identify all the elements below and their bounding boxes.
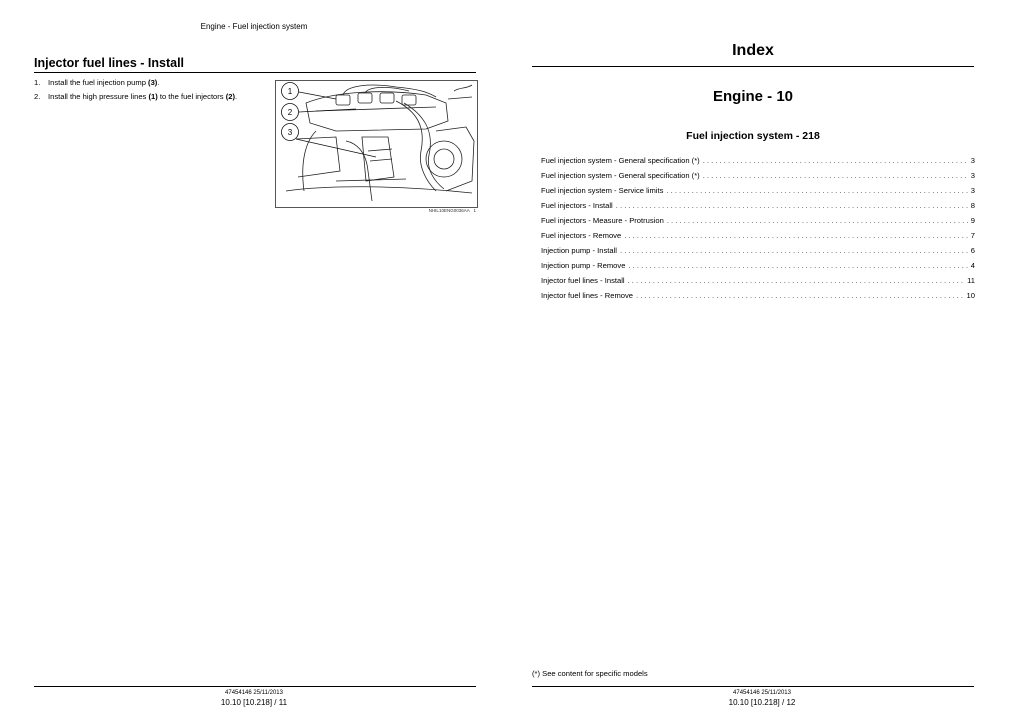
dot-leader: [616, 201, 968, 210]
step-text: Install the high pressure lines (1) to the fuel injectors (2).: [48, 92, 238, 102]
footer-divider: [34, 686, 476, 687]
footer-code: 47454146 25/11/2013: [733, 690, 791, 696]
step-item: [34, 78, 262, 87]
step-text: Install the fuel injection pump (3).: [48, 78, 160, 87]
figure-caption: [380, 208, 476, 213]
dot-leader: [628, 276, 965, 285]
callout-3: 3: [287, 128, 293, 137]
dot-leader: [703, 171, 968, 180]
step-number: 1.: [34, 78, 41, 87]
entry-page: 7: [970, 231, 975, 240]
entry-label: Fuel injectors - Remove: [541, 231, 622, 240]
step-list: [34, 78, 262, 107]
entry-label: Injection pump - Install: [541, 246, 617, 255]
entry-page: 6: [970, 246, 975, 255]
figure-number: 1: [473, 208, 476, 213]
index-entry[interactable]: [541, 231, 975, 246]
callout-ref: (2): [225, 92, 235, 102]
dot-leader: [620, 246, 968, 255]
entry-label: Fuel injection system - General specification (*): [541, 171, 700, 180]
entry-page: 4: [970, 261, 975, 270]
dot-leader: [628, 261, 967, 270]
entry-label: Fuel injectors - Install: [541, 201, 613, 210]
running-header: Engine - Fuel injection system: [200, 22, 308, 31]
right-page: [508, 0, 1016, 725]
entry-page: 8: [970, 201, 975, 210]
entry-page: 3: [970, 186, 975, 195]
callout-ref: (1): [148, 92, 158, 102]
index-title: Index: [532, 42, 974, 67]
index-entry[interactable]: [541, 261, 975, 276]
index-entry[interactable]: [541, 246, 975, 261]
dot-leader: [667, 216, 968, 225]
index-entry[interactable]: [541, 276, 975, 291]
footer-page-number: 10.10 [10.218] / 12: [728, 698, 796, 707]
figure-code: NHIL10ENG0036AA: [428, 208, 470, 213]
footnote: (*) See content for specific models: [532, 669, 648, 678]
index-entry[interactable]: [541, 201, 975, 216]
step-number: 2.: [34, 92, 41, 102]
chapter-title: Engine - 10: [712, 88, 794, 105]
footer-divider: [532, 686, 974, 687]
callout-ref: (3): [148, 78, 158, 87]
entry-page: 10: [966, 291, 975, 300]
index-list: [541, 156, 975, 306]
dot-leader: [703, 156, 968, 165]
entry-page: 3: [970, 171, 975, 180]
dot-leader: [636, 291, 964, 300]
section-title: Injector fuel lines - Install: [34, 56, 476, 73]
callout-2: 2: [287, 108, 293, 117]
engine-illustration: [275, 80, 478, 208]
subsection-title: Fuel injection system - 218: [686, 130, 820, 142]
dot-leader: [666, 186, 967, 195]
entry-page: 3: [970, 156, 975, 165]
entry-label: Fuel injection system - Service limits: [541, 186, 664, 195]
footer-code: 47454146 25/11/2013: [225, 690, 283, 696]
index-entry[interactable]: [541, 291, 975, 306]
entry-label: Injector fuel lines - Remove: [541, 291, 634, 300]
index-entry[interactable]: [541, 186, 975, 201]
entry-label: Injector fuel lines - Install: [541, 276, 625, 285]
dot-leader: [624, 231, 968, 240]
entry-label: Fuel injectors - Measure - Protrusion: [541, 216, 664, 225]
entry-label: Fuel injection system - General specification (*): [541, 156, 700, 165]
footer-page-number: 10.10 [10.218] / 11: [220, 698, 288, 707]
entry-label: Injection pump - Remove: [541, 261, 626, 270]
index-entry[interactable]: [541, 216, 975, 231]
entry-page: 11: [967, 276, 975, 285]
step-item: [34, 92, 262, 101]
engine-drawing: [276, 81, 477, 207]
callout-1: 1: [287, 87, 293, 96]
index-entry[interactable]: [541, 156, 975, 171]
index-entry[interactable]: [541, 171, 975, 186]
entry-page: 9: [970, 216, 975, 225]
